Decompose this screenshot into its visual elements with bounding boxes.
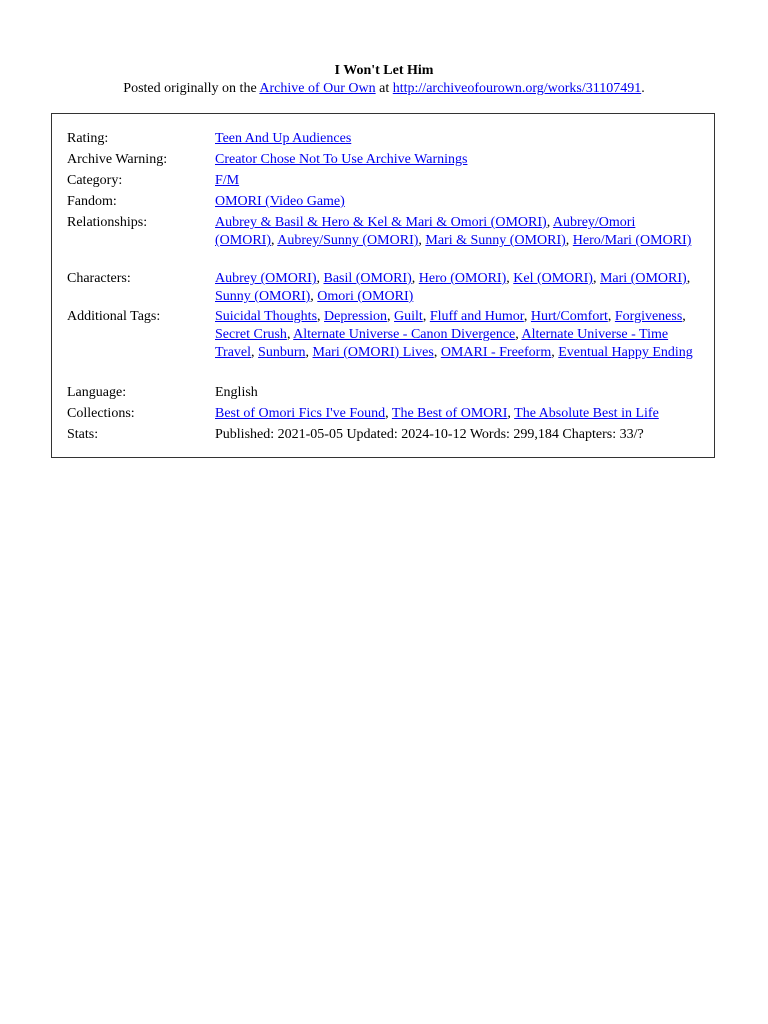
stats-value: Published: 2021-05-05 Updated: 2024-10-12 Words: 299,184 Chapters: 33/? [215,427,644,442]
link-separator: , [682,309,686,324]
link-separator: , [607,309,615,324]
additional-tags-value [215,308,693,362]
character-link[interactable]: Hero (OMORI) [418,271,507,286]
collections-label: Collections: [67,406,135,421]
link-separator: , [551,345,559,360]
posted-line [0,80,768,98]
freeform-tag-link[interactable]: Depression [324,309,388,324]
freeform-tag-link[interactable]: Alternate Universe - Canon Divergence [293,327,516,342]
collection-link[interactable]: Best of Omori Fics I've Found [215,406,386,421]
character-link[interactable]: Sunny (OMORI) [215,289,311,304]
work-title: I Won't Let Him [334,63,434,78]
link-separator: , [387,309,395,324]
relationship-link[interactable]: Aubrey/Sunny (OMORI) [277,233,419,248]
work-header [0,62,768,98]
rating-link[interactable]: Teen And Up Audiences [215,131,352,146]
posted-suffix: . [641,81,645,96]
link-separator: , [305,345,313,360]
language-label: Language: [67,385,127,400]
freeform-tag-link[interactable]: Sunburn [258,345,306,360]
posted-middle: at [375,81,393,96]
freeform-tag-link[interactable]: Mari (OMORI) Lives [312,345,434,360]
language-value: English [215,385,258,400]
collections-value [215,405,693,423]
freeform-tag-link[interactable]: Fluff and Humor [429,309,524,324]
link-separator: , [546,215,553,230]
character-link[interactable]: Aubrey (OMORI) [215,271,317,286]
characters-label: Characters: [67,271,131,286]
character-link[interactable]: Kel (OMORI) [513,271,593,286]
relationship-link[interactable]: Aubrey/Omori (OMORI) [215,215,636,248]
link-separator: , [686,271,691,286]
character-link[interactable]: Mari (OMORI) [599,271,687,286]
freeform-tag-link[interactable]: Secret Crush [215,327,287,342]
archive-link[interactable]: Archive of Our Own [259,81,376,96]
collection-link[interactable]: The Absolute Best in Life [514,406,659,421]
relationship-link[interactable]: Mari & Sunny (OMORI) [425,233,566,248]
relationship-link[interactable]: Aubrey & Basil & Hero & Kel & Mari & Omori (OMORI) [215,215,547,230]
link-separator: , [422,309,430,324]
category-value [215,172,693,190]
rating-value [215,130,693,148]
freeform-tag-link[interactable]: OMARI - Freeform [440,345,552,360]
link-separator: , [433,345,441,360]
additional-tags-label: Additional Tags: [67,309,161,324]
character-link[interactable]: Omori (OMORI) [317,289,414,304]
freeform-tag-link[interactable]: Guilt [394,309,423,324]
warning-link[interactable]: Creator Chose Not To Use Archive Warnings [215,152,468,167]
link-separator: , [507,406,515,421]
link-separator: , [286,327,294,342]
link-separator: , [592,271,600,286]
link-separator: , [418,233,426,248]
link-separator: , [565,233,573,248]
fandom-link[interactable]: OMORI (Video Game) [215,194,345,209]
rating-label: Rating: [67,131,109,146]
work-metadata-box [51,113,715,458]
stats-label: Stats: [67,427,99,442]
link-separator: , [506,271,514,286]
freeform-tag-link[interactable]: Alternate Universe - Time Travel [215,327,669,360]
warning-value [215,151,693,169]
relationship-link[interactable]: Hero/Mari (OMORI) [572,233,692,248]
freeform-tag-link[interactable]: Forgiveness [614,309,683,324]
freeform-tag-link[interactable]: Eventual Happy Ending [558,345,693,360]
work-url-link[interactable]: http://archiveofourown.org/works/31107491 [392,81,642,96]
warning-label: Archive Warning: [67,152,168,167]
link-separator: , [271,233,278,248]
collection-link[interactable]: The Best of OMORI [391,406,508,421]
link-separator: , [316,271,324,286]
category-link[interactable]: F/M [215,173,240,188]
relationships-label: Relationships: [67,215,148,230]
posted-prefix: Posted originally on the [123,81,260,96]
link-separator: , [310,289,318,304]
link-separator: , [523,309,531,324]
link-separator: , [411,271,419,286]
relationships-value [215,214,693,250]
category-label: Category: [67,173,123,188]
fandom-label: Fandom: [67,194,117,209]
characters-value [215,270,693,306]
link-separator: , [251,345,259,360]
link-separator: , [317,309,325,324]
link-separator: , [515,327,522,342]
link-separator: , [385,406,392,421]
freeform-tag-link[interactable]: Hurt/Comfort [530,309,608,324]
fandom-value [215,193,693,211]
character-link[interactable]: Basil (OMORI) [323,271,412,286]
freeform-tag-link[interactable]: Suicidal Thoughts [215,309,318,324]
